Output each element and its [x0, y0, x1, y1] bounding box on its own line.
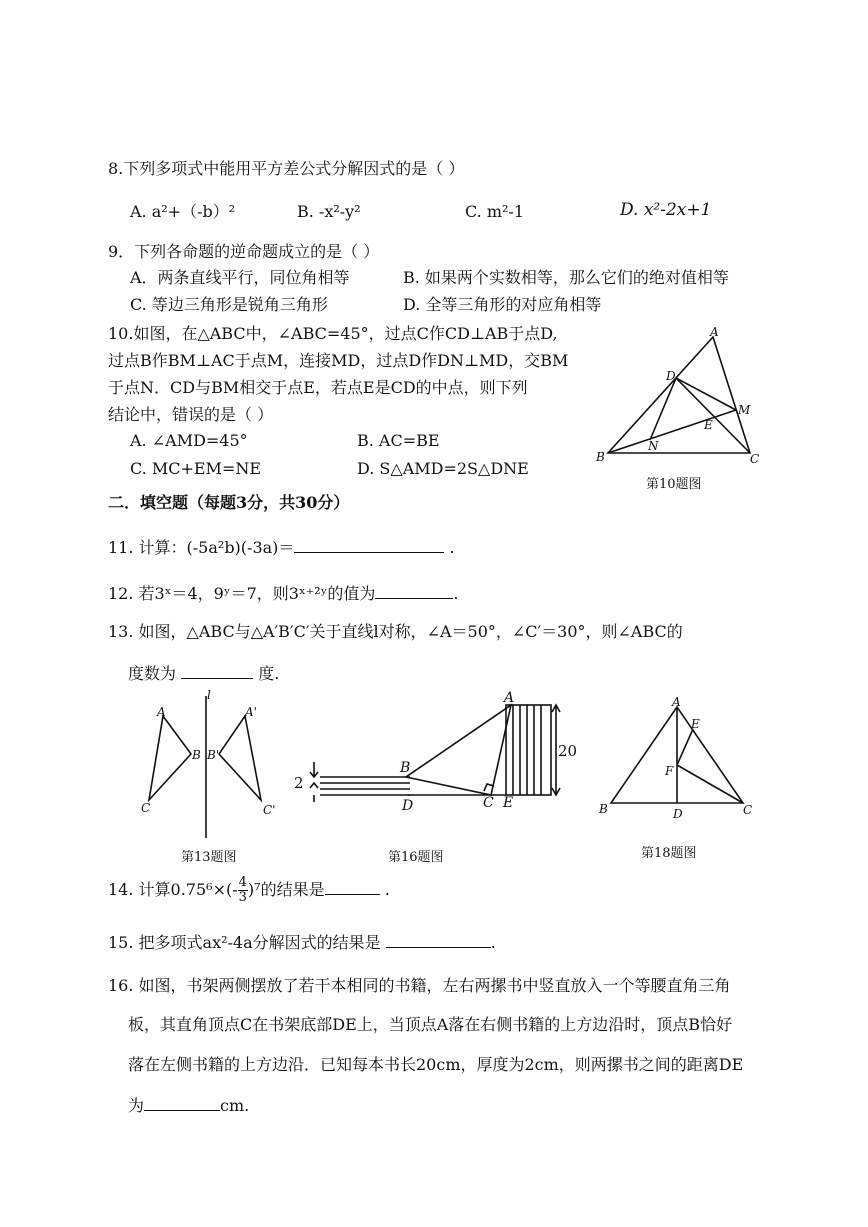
q16-figure — [290, 690, 580, 840]
q13-label-b-prime: B' — [207, 748, 220, 762]
q10-line-4: 结论中，错误的是（ ） — [108, 405, 274, 424]
q16-dim-left: 2 — [294, 774, 304, 792]
q10-option-a: A. ∠AMD=45° — [130, 431, 248, 450]
q8-option-b: B. -x²-y² — [297, 202, 361, 221]
q8-option-a: A. a²+（-b）² — [130, 202, 236, 221]
q14-after-frac: )⁷的结果是 — [247, 880, 325, 899]
q13-line-2 — [128, 662, 279, 685]
q10-option-d: D. S△AMD=2S△DNE — [357, 459, 529, 478]
q11-prefix: 11. 计算：(-5a²b)(-3a)＝ — [108, 538, 295, 557]
q10-line-1: 10.如图，在△ABC中，∠ABC=45°，过点C作CD⊥AB于点D, — [108, 324, 558, 343]
q16-label-d: D — [402, 798, 414, 814]
q16-last-suffix: cm. — [220, 1096, 250, 1115]
q18-label-c: C — [743, 803, 753, 817]
q15 — [108, 931, 496, 954]
q16-last-prefix: 为 — [128, 1096, 145, 1115]
q16-label-c: C — [483, 795, 494, 811]
q15-suffix: . — [490, 933, 496, 952]
q10-option-c: C. MC+EM=NE — [130, 459, 262, 478]
q14-fraction — [238, 876, 248, 905]
q10-label-b: B — [596, 450, 605, 464]
q10-label-d: D — [666, 369, 676, 383]
q9-option-d: D. 全等三角形的对应角相等 — [403, 295, 602, 314]
q13-figure — [135, 690, 285, 840]
q12-text: 12. 若3ˣ＝4，9ʸ＝7，则3ˣ⁺²ʸ的值为 — [108, 584, 376, 603]
q14-suffix: . — [384, 880, 390, 899]
q13-line-2-prefix: 度数为 — [128, 664, 177, 683]
q13-line-1: 13. 如图，△ABC与△A′B′C′关于直线l对称，∠A＝50°，∠C′＝30°，则∠ABC的 — [108, 622, 683, 641]
q13-line-2-suffix: 度. — [258, 664, 280, 683]
q18-figure-caption: 第18题图 — [641, 846, 697, 861]
q13-label-l: l — [207, 688, 211, 702]
q9-option-a: A．两条直线平行，同位角相等 — [130, 268, 350, 287]
q10-option-b: B. AC=BE — [357, 431, 440, 450]
q11-blank[interactable] — [294, 536, 444, 553]
q9-option-b: B. 如果两个实数相等，那么它们的绝对值相等 — [403, 268, 729, 287]
q12 — [108, 582, 459, 605]
q16-figure-caption: 第16题图 — [388, 850, 444, 865]
q10-line-2: 过点B作BM⊥AC于点M，连接MD，过点D作DN⊥MD，交BM — [108, 351, 569, 370]
q10-label-e: E — [704, 418, 713, 432]
q8-stem: 8.下列多项式中能用平方差公式分解因式的是（ ） — [108, 159, 465, 178]
q12-suffix: . — [453, 584, 459, 603]
q16-label-e: E — [503, 795, 514, 811]
q8-option-c: C. m²-1 — [465, 202, 525, 221]
q18-figure — [595, 695, 765, 830]
q10-label-a: A — [710, 325, 719, 339]
q14-prefix: 14. 计算0.75⁶×(- — [108, 880, 238, 899]
q13-label-c: C — [141, 801, 151, 815]
q18-label-f: F — [665, 764, 674, 778]
q13-blank[interactable] — [181, 662, 253, 679]
q18-label-e: E — [691, 717, 700, 731]
q10-figure — [590, 325, 770, 470]
q13-label-a: A — [157, 705, 166, 719]
q18-label-b: B — [599, 802, 608, 816]
q11 — [108, 536, 455, 559]
q11-suffix: . — [449, 538, 455, 557]
q15-prefix: 15. 把多项式ax²-4a分解因式的结果是 — [108, 933, 381, 952]
q10-label-c: C — [750, 452, 760, 466]
q16-line-2: 板，其直角顶点C在书架底部DE上，当顶点A落在右侧书籍的上方边沿时，顶点B恰好 — [128, 1015, 733, 1034]
q16-line-1: 16. 如图，书架两侧摆放了若干本相同的书籍，左右两摞书中竖直放入一个等腰直角三角 — [108, 976, 731, 995]
q10-label-n: N — [648, 439, 659, 453]
q10-line-3: 于点N．CD与BM相交于点E，若点E是CD的中点，则下列 — [108, 378, 528, 397]
q14-blank[interactable] — [325, 878, 380, 895]
q14-frac-num: 4 — [238, 875, 247, 890]
q16-blank[interactable] — [144, 1094, 220, 1111]
section-2-heading: 二．填空题（每题3分，共30分） — [108, 493, 350, 512]
q18-label-d: D — [673, 807, 683, 821]
q16-label-b: B — [400, 760, 411, 776]
q16-line-4 — [128, 1094, 249, 1117]
q16-label-a: A — [504, 690, 515, 706]
q13-figure-caption: 第13题图 — [181, 850, 237, 865]
q12-blank[interactable] — [375, 582, 453, 599]
q10-label-m: M — [738, 403, 751, 417]
q15-blank[interactable] — [386, 931, 491, 948]
q13-label-a-prime: A' — [245, 705, 257, 719]
q16-dim-right: 20 — [558, 742, 578, 760]
q9-stem: 9．下列各命题的逆命题成立的是（ ） — [108, 242, 380, 261]
q13-label-b: B — [192, 748, 201, 762]
q10-figure-caption: 第10题图 — [646, 477, 702, 492]
q14 — [108, 876, 390, 905]
q16-line-3: 落在左侧书籍的上方边沿．已知每本书长20cm，厚度为2cm，则两摞书之间的距离DE — [128, 1055, 744, 1074]
q13-label-c-prime: C' — [263, 803, 276, 817]
q14-frac-den: 3 — [238, 890, 247, 905]
q18-label-a: A — [672, 695, 681, 709]
q9-option-c: C. 等边三角形是锐角三角形 — [130, 295, 328, 314]
q8-option-d: D. x²-2x+1 — [620, 200, 712, 220]
